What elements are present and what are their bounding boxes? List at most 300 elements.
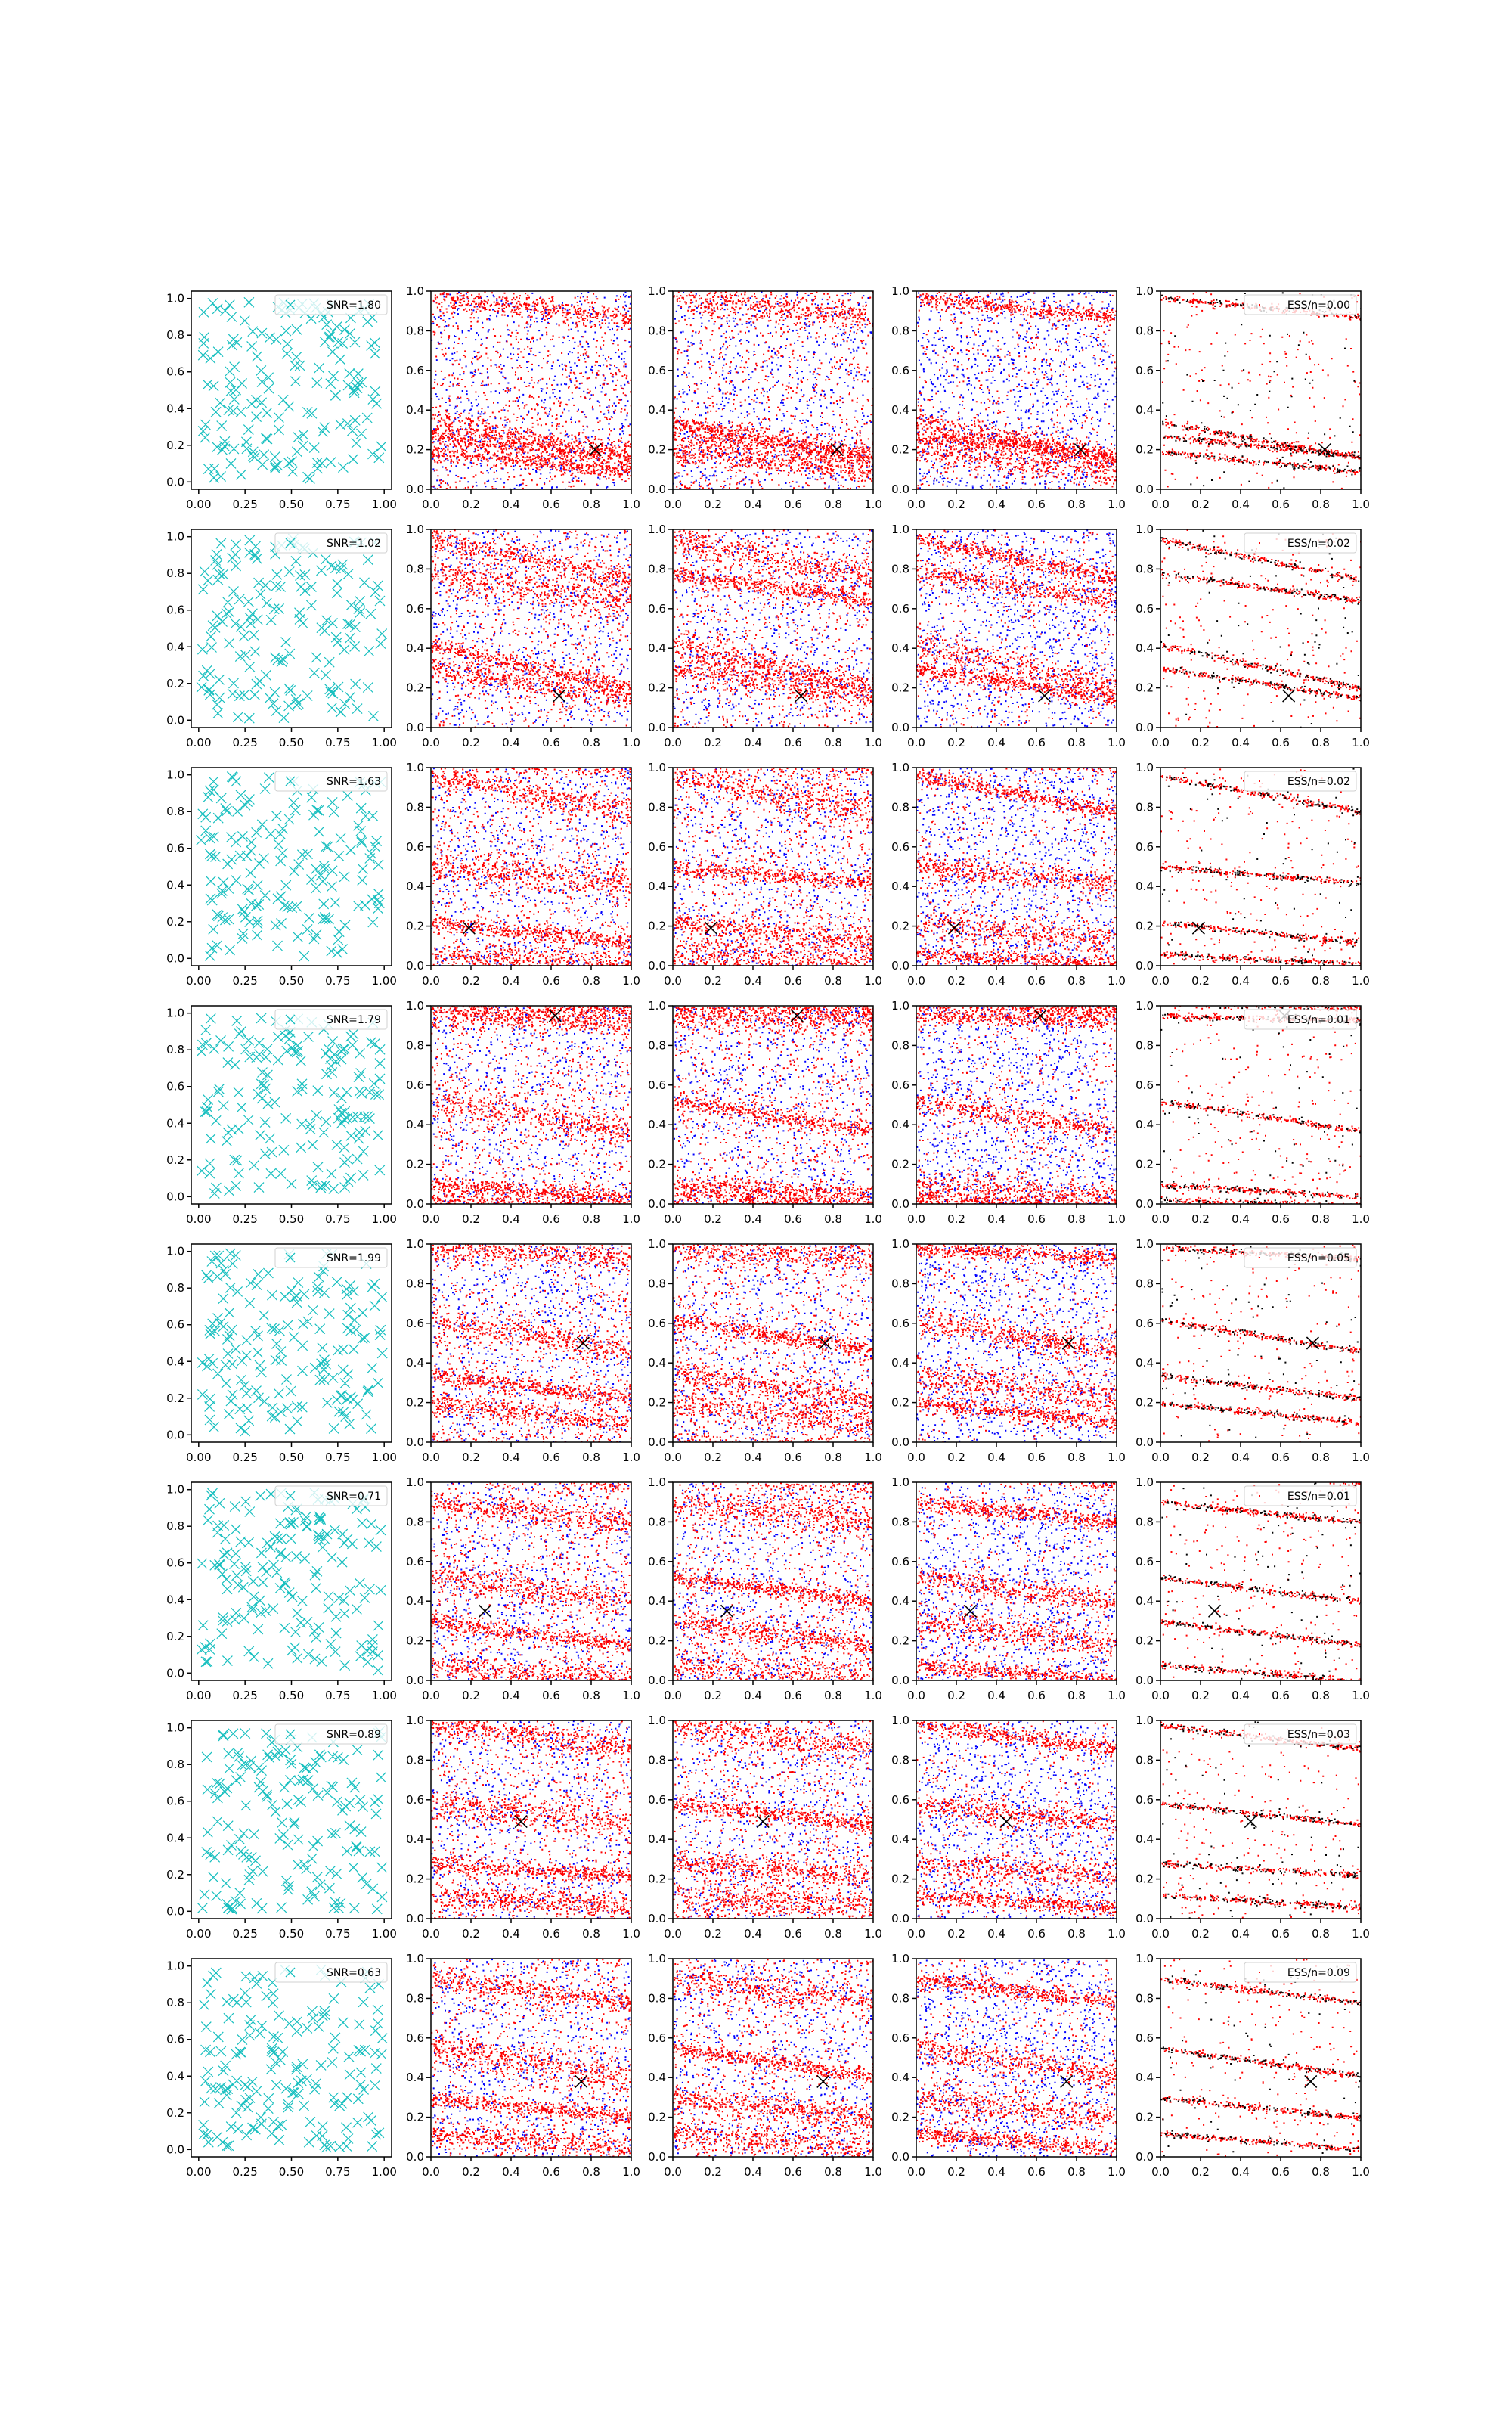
y-tick-label: 0.2: [1136, 442, 1154, 457]
y-tick-label: 1.0: [406, 523, 424, 536]
y-tick-label: 0.6: [648, 1792, 666, 1807]
y-tick-label: 0.2: [1136, 1872, 1154, 1886]
y-tick-label: 0.2: [166, 1867, 184, 1882]
y-tick-label: 0.8: [166, 328, 184, 343]
y-tick-label: 1.0: [1136, 1714, 1154, 1727]
y-tick-label: 0.6: [648, 1316, 666, 1330]
x-tick-label: 0.50: [278, 974, 305, 988]
y-tick-label: 0.8: [891, 1038, 909, 1053]
y-tick-label: 0.4: [648, 403, 666, 417]
x-tick-label: 0.0: [907, 974, 925, 988]
x-tick-label: 0.0: [422, 1689, 440, 1702]
subplot-r6-c1: [166, 1482, 397, 1702]
y-tick-label: 0.0: [648, 1674, 666, 1687]
y-tick-label: 0.2: [891, 681, 909, 695]
x-tick-label: 1.0: [1352, 1212, 1370, 1226]
x-tick-label: 0.00: [186, 1212, 212, 1226]
x-tick-label: 0.25: [232, 1689, 258, 1702]
y-tick-label: 0.0: [891, 2150, 909, 2164]
y-tick-label: 0.4: [166, 640, 184, 654]
y-tick-label: 0.2: [406, 1634, 424, 1648]
y-tick-label: 0.0: [891, 1435, 909, 1449]
x-tick-label: 0.4: [1232, 1927, 1250, 1941]
x-tick-label: 1.0: [864, 1689, 882, 1702]
axes-background: [191, 291, 392, 489]
x-tick-label: 0.8: [1067, 1212, 1086, 1226]
y-tick-label: 0.2: [166, 676, 184, 690]
x-tick-label: 0.4: [744, 2165, 762, 2179]
subplot-r3-c5: [1136, 761, 1370, 988]
y-tick-label: 0.8: [166, 566, 184, 581]
y-tick-label: 0.6: [166, 365, 184, 379]
y-tick-label: 0.4: [166, 402, 184, 416]
x-tick-label: 0.0: [907, 1212, 925, 1226]
y-tick-label: 0.8: [166, 1758, 184, 1772]
y-tick-label: 1.0: [1136, 284, 1154, 298]
y-tick-label: 0.8: [1136, 1038, 1154, 1053]
x-tick-label: 0.0: [907, 2165, 925, 2179]
x-tick-label: 0.4: [987, 1927, 1005, 1941]
x-tick-label: 0.6: [542, 2165, 560, 2179]
x-tick-label: 0.8: [824, 2165, 842, 2179]
y-tick-label: 0.8: [406, 324, 424, 338]
x-tick-label: 1.0: [864, 1212, 882, 1226]
x-tick-label: 0.50: [278, 1212, 305, 1226]
axes-background: [1160, 768, 1361, 966]
y-tick-label: 0.8: [648, 1991, 666, 2006]
x-tick-label: 0.8: [1312, 1927, 1330, 1941]
y-tick-label: 0.4: [1136, 2071, 1154, 2085]
legend-label: SNR=0.63: [327, 1967, 381, 1979]
x-tick-label: 0.8: [1312, 736, 1330, 749]
x-tick-label: 0.75: [325, 974, 351, 988]
x-tick-label: 0.6: [1272, 974, 1290, 988]
y-tick-label: 0.4: [166, 878, 184, 892]
x-tick-label: 1.0: [1108, 498, 1126, 511]
y-tick-label: 1.0: [648, 1475, 666, 1489]
y-tick-label: 1.0: [166, 1244, 184, 1258]
subplot-r4-c4: [891, 999, 1126, 1226]
x-tick-label: 0.4: [744, 498, 762, 511]
subplot-r1-c2: [406, 284, 640, 511]
y-tick-label: 0.4: [648, 880, 666, 894]
x-tick-label: 0.6: [1027, 1212, 1046, 1226]
subplot-r7-c3: [648, 1714, 882, 1941]
x-tick-label: 0.4: [744, 1689, 762, 1702]
y-tick-label: 1.0: [166, 529, 184, 544]
x-tick-label: 0.8: [582, 1927, 600, 1941]
x-tick-label: 0.8: [582, 1212, 600, 1226]
legend-label: SNR=1.02: [327, 538, 381, 550]
axes-background: [431, 1006, 631, 1204]
y-tick-label: 0.2: [1136, 1395, 1154, 1410]
y-tick-label: 0.0: [1136, 1674, 1154, 1687]
y-tick-label: 1.0: [166, 1006, 184, 1020]
y-tick-label: 0.8: [891, 562, 909, 576]
y-tick-label: 0.8: [648, 1515, 666, 1529]
y-tick-label: 0.8: [891, 1991, 909, 2006]
subplot-r5-c1: [166, 1244, 397, 1464]
subplot-r8-c5: [1136, 1952, 1370, 2179]
y-tick-label: 1.0: [891, 1237, 909, 1251]
y-tick-label: 1.0: [891, 999, 909, 1013]
x-tick-label: 0.0: [664, 1927, 682, 1941]
x-tick-label: 1.0: [622, 1212, 640, 1226]
y-tick-label: 0.0: [166, 1904, 184, 1919]
y-tick-label: 0.6: [406, 2031, 424, 2045]
legend-label: SNR=1.79: [327, 1014, 381, 1026]
y-tick-label: 0.6: [891, 363, 909, 377]
legend-label: ESS/n=0.09: [1287, 1967, 1350, 1979]
y-tick-label: 1.0: [648, 999, 666, 1013]
y-tick-label: 0.0: [891, 1674, 909, 1687]
x-tick-label: 1.0: [864, 2165, 882, 2179]
y-tick-label: 0.4: [891, 1356, 909, 1370]
y-tick-label: 0.2: [891, 442, 909, 457]
x-tick-label: 0.50: [278, 1927, 305, 1941]
y-tick-label: 0.6: [891, 839, 909, 854]
y-tick-label: 0.8: [1136, 800, 1154, 814]
legend-marker: [1259, 1019, 1260, 1020]
y-tick-label: 1.0: [406, 1952, 424, 1965]
y-tick-label: 0.2: [648, 1634, 666, 1648]
x-tick-label: 0.4: [1232, 1212, 1250, 1226]
x-tick-label: 1.0: [1352, 1927, 1370, 1941]
x-tick-label: 1.0: [864, 1450, 882, 1464]
y-tick-label: 0.4: [406, 880, 424, 894]
y-tick-label: 0.2: [891, 2110, 909, 2124]
x-tick-label: 0.0: [1151, 2165, 1170, 2179]
y-tick-label: 0.4: [648, 1356, 666, 1370]
x-tick-label: 0.2: [704, 974, 722, 988]
x-tick-label: 0.8: [824, 498, 842, 511]
x-tick-label: 1.0: [864, 736, 882, 749]
x-tick-label: 0.6: [1027, 2165, 1046, 2179]
x-tick-label: 0.4: [744, 974, 762, 988]
x-tick-label: 0.0: [1151, 1450, 1170, 1464]
y-tick-label: 0.4: [1136, 403, 1154, 417]
x-tick-label: 0.0: [907, 498, 925, 511]
x-tick-label: 1.0: [1352, 1450, 1370, 1464]
x-tick-label: 0.8: [582, 736, 600, 749]
x-tick-label: 0.4: [1232, 2165, 1250, 2179]
y-tick-label: 0.0: [1136, 1435, 1154, 1449]
legend-label: ESS/n=0.01: [1287, 1014, 1350, 1026]
y-tick-label: 0.2: [648, 681, 666, 695]
x-tick-label: 0.0: [664, 1450, 682, 1464]
x-tick-label: 0.0: [422, 974, 440, 988]
y-tick-label: 0.6: [166, 603, 184, 617]
y-tick-label: 0.8: [1136, 1277, 1154, 1291]
y-tick-label: 1.0: [166, 1959, 184, 1973]
legend-label: SNR=1.63: [327, 776, 381, 788]
x-tick-label: 0.25: [232, 1927, 258, 1941]
y-tick-label: 0.0: [891, 959, 909, 973]
x-tick-label: 0.0: [664, 1689, 682, 1702]
y-tick-label: 0.6: [891, 601, 909, 616]
subplot-r4-c2: [406, 999, 640, 1226]
x-tick-label: 0.0: [664, 2165, 682, 2179]
y-tick-label: 1.0: [406, 999, 424, 1013]
x-tick-label: 1.0: [622, 1450, 640, 1464]
y-tick-label: 0.6: [648, 601, 666, 616]
y-tick-label: 0.2: [648, 1872, 666, 1886]
x-tick-label: 0.2: [462, 1927, 480, 1941]
x-tick-label: 0.2: [704, 498, 722, 511]
y-tick-label: 0.4: [648, 1118, 666, 1132]
y-tick-label: 0.0: [648, 482, 666, 496]
x-tick-label: 0.0: [664, 974, 682, 988]
x-tick-label: 0.6: [542, 1212, 560, 1226]
x-tick-label: 0.4: [987, 2165, 1005, 2179]
y-tick-label: 0.0: [1136, 2150, 1154, 2164]
y-tick-label: 0.0: [166, 475, 184, 489]
x-tick-label: 0.6: [1272, 2165, 1290, 2179]
x-tick-label: 0.0: [1151, 1689, 1170, 1702]
y-tick-label: 0.6: [648, 1078, 666, 1092]
y-tick-label: 0.2: [166, 1391, 184, 1405]
y-tick-label: 0.8: [1136, 562, 1154, 576]
y-tick-label: 0.0: [166, 713, 184, 728]
x-tick-label: 0.6: [1272, 1927, 1290, 1941]
y-tick-label: 1.0: [1136, 761, 1154, 774]
x-tick-label: 0.50: [278, 2165, 305, 2179]
y-tick-label: 0.6: [166, 841, 184, 855]
legend-label: ESS/n=0.02: [1287, 538, 1350, 550]
y-tick-label: 0.6: [648, 1554, 666, 1568]
y-tick-label: 0.2: [648, 2110, 666, 2124]
x-tick-label: 0.2: [1191, 1689, 1210, 1702]
x-tick-label: 0.75: [325, 2165, 351, 2179]
y-tick-label: 0.6: [166, 1317, 184, 1332]
y-tick-label: 0.8: [648, 562, 666, 576]
x-tick-label: 0.6: [1272, 1450, 1290, 1464]
legend-label: ESS/n=0.00: [1287, 299, 1350, 312]
x-tick-label: 0.8: [1312, 1689, 1330, 1702]
y-tick-label: 0.8: [406, 1515, 424, 1529]
y-tick-label: 0.2: [648, 442, 666, 457]
legend-marker: [1259, 1257, 1260, 1258]
y-tick-label: 0.6: [1136, 601, 1154, 616]
x-tick-label: 1.0: [864, 498, 882, 511]
x-tick-label: 0.0: [907, 1927, 925, 1941]
x-tick-label: 0.2: [947, 736, 965, 749]
y-tick-label: 0.6: [406, 839, 424, 854]
subplot-r2-c5: [1136, 523, 1370, 749]
x-tick-label: 0.8: [582, 1450, 600, 1464]
y-tick-label: 0.2: [166, 914, 184, 929]
y-tick-label: 1.0: [1136, 1952, 1154, 1965]
y-tick-label: 0.2: [406, 681, 424, 695]
y-tick-label: 1.0: [406, 284, 424, 298]
subplot-r7-c1: [166, 1720, 397, 1941]
x-tick-label: 0.2: [462, 2165, 480, 2179]
y-tick-label: 0.6: [891, 1554, 909, 1568]
x-tick-label: 1.0: [622, 1927, 640, 1941]
y-tick-label: 0.0: [1136, 721, 1154, 734]
y-tick-label: 0.6: [891, 1792, 909, 1807]
x-tick-label: 1.00: [371, 498, 397, 511]
subplot-r2-c3: [648, 523, 882, 749]
y-tick-label: 0.4: [1136, 1832, 1154, 1847]
y-tick-label: 0.4: [1136, 641, 1154, 656]
y-tick-label: 0.6: [1136, 363, 1154, 377]
x-tick-label: 0.0: [422, 1927, 440, 1941]
x-tick-label: 0.0: [1151, 498, 1170, 511]
x-tick-label: 0.6: [1027, 498, 1046, 511]
legend-label: SNR=0.71: [327, 1491, 381, 1503]
y-tick-label: 0.4: [406, 641, 424, 656]
x-tick-label: 1.0: [622, 2165, 640, 2179]
legend-marker: [1259, 1733, 1260, 1735]
x-tick-label: 0.6: [784, 1212, 802, 1226]
x-tick-label: 0.2: [1191, 2165, 1210, 2179]
x-tick-label: 0.0: [422, 736, 440, 749]
subplot-r6-c2: [406, 1475, 640, 1702]
y-tick-label: 0.2: [1136, 1157, 1154, 1171]
x-tick-label: 0.00: [186, 974, 212, 988]
y-tick-label: 1.0: [1136, 999, 1154, 1013]
x-tick-label: 0.6: [784, 1689, 802, 1702]
y-tick-label: 0.6: [406, 1792, 424, 1807]
x-tick-label: 0.8: [1312, 1212, 1330, 1226]
subplot-r1-c3: [648, 284, 882, 511]
subplot-r8-c3: [648, 1952, 882, 2179]
x-tick-label: 0.4: [502, 1927, 520, 1941]
legend-label: ESS/n=0.03: [1287, 1729, 1350, 1741]
y-tick-label: 0.2: [648, 1157, 666, 1171]
y-tick-label: 0.4: [166, 1831, 184, 1845]
y-tick-label: 0.2: [648, 1395, 666, 1410]
y-tick-label: 1.0: [891, 1952, 909, 1965]
y-tick-label: 0.6: [1136, 2031, 1154, 2045]
x-tick-label: 0.0: [1151, 1927, 1170, 1941]
y-tick-label: 0.8: [406, 1753, 424, 1767]
y-tick-label: 0.2: [891, 1157, 909, 1171]
x-tick-label: 0.8: [1312, 498, 1330, 511]
x-tick-label: 0.8: [824, 736, 842, 749]
x-tick-label: 0.0: [422, 498, 440, 511]
y-tick-label: 0.0: [166, 2142, 184, 2157]
y-tick-label: 0.8: [166, 805, 184, 819]
y-tick-label: 0.8: [1136, 1991, 1154, 2006]
y-tick-label: 0.4: [166, 1593, 184, 1607]
y-tick-label: 0.6: [648, 2031, 666, 2045]
x-tick-label: 0.2: [704, 2165, 722, 2179]
y-tick-label: 0.6: [166, 1794, 184, 1808]
x-tick-label: 0.00: [186, 1450, 212, 1464]
x-tick-label: 0.4: [502, 974, 520, 988]
y-tick-label: 0.0: [891, 1197, 909, 1211]
y-tick-label: 0.2: [406, 442, 424, 457]
y-tick-label: 0.0: [648, 721, 666, 734]
x-tick-label: 0.8: [1312, 974, 1330, 988]
y-tick-label: 0.6: [1136, 1316, 1154, 1330]
x-tick-label: 0.4: [987, 736, 1005, 749]
y-tick-label: 0.0: [406, 2150, 424, 2164]
y-tick-label: 1.0: [648, 1952, 666, 1965]
x-tick-label: 0.8: [1067, 1927, 1086, 1941]
x-tick-label: 0.4: [744, 1450, 762, 1464]
y-tick-label: 0.8: [648, 1038, 666, 1053]
y-tick-label: 1.0: [648, 523, 666, 536]
y-tick-label: 0.0: [1136, 482, 1154, 496]
y-tick-label: 0.8: [406, 1277, 424, 1291]
x-tick-label: 0.8: [1067, 498, 1086, 511]
subplot-r2-c1: [166, 529, 397, 749]
y-tick-label: 0.6: [1136, 1792, 1154, 1807]
x-tick-label: 1.0: [1108, 974, 1126, 988]
y-tick-label: 0.0: [648, 2150, 666, 2164]
y-tick-label: 0.8: [648, 324, 666, 338]
x-tick-label: 0.2: [704, 1689, 722, 1702]
y-tick-label: 0.4: [891, 880, 909, 894]
x-tick-label: 0.50: [278, 736, 305, 749]
y-tick-label: 1.0: [1136, 1237, 1154, 1251]
y-tick-label: 0.8: [406, 800, 424, 814]
y-tick-label: 0.6: [648, 363, 666, 377]
x-tick-label: 0.8: [1312, 2165, 1330, 2179]
subplot-r7-c4: [891, 1714, 1126, 1941]
x-tick-label: 0.8: [1067, 974, 1086, 988]
y-tick-label: 0.2: [1136, 2110, 1154, 2124]
y-tick-label: 0.0: [1136, 959, 1154, 973]
legend-marker: [1259, 780, 1260, 782]
y-tick-label: 1.0: [406, 761, 424, 774]
x-tick-label: 1.0: [864, 974, 882, 988]
y-tick-label: 0.4: [891, 1118, 909, 1132]
axes-background: [1160, 1244, 1361, 1442]
y-tick-label: 1.0: [406, 1475, 424, 1489]
y-tick-label: 0.6: [406, 1078, 424, 1092]
y-tick-label: 0.4: [648, 1594, 666, 1609]
x-tick-label: 1.00: [371, 736, 397, 749]
x-tick-label: 0.8: [1067, 2165, 1086, 2179]
x-tick-label: 1.00: [371, 1689, 397, 1702]
y-tick-label: 0.2: [166, 438, 184, 452]
legend-marker: [1259, 1972, 1260, 1973]
y-tick-label: 0.4: [406, 403, 424, 417]
y-tick-label: 1.0: [1136, 1475, 1154, 1489]
x-tick-label: 0.8: [824, 1450, 842, 1464]
x-tick-label: 0.75: [325, 1450, 351, 1464]
subplot-r3-c4: [891, 761, 1126, 988]
y-tick-label: 1.0: [166, 768, 184, 782]
x-tick-label: 0.2: [704, 1450, 722, 1464]
x-tick-label: 0.2: [947, 1689, 965, 1702]
y-tick-label: 0.8: [891, 1277, 909, 1291]
y-tick-label: 0.6: [1136, 1554, 1154, 1568]
x-tick-label: 0.00: [186, 1689, 212, 1702]
y-tick-label: 0.2: [406, 919, 424, 933]
x-tick-label: 0.2: [462, 974, 480, 988]
x-tick-label: 0.6: [1027, 736, 1046, 749]
x-tick-label: 0.8: [1312, 1450, 1330, 1464]
x-tick-label: 0.6: [1272, 736, 1290, 749]
y-tick-label: 0.8: [1136, 1753, 1154, 1767]
y-tick-label: 0.4: [406, 1832, 424, 1847]
y-tick-label: 0.0: [406, 1912, 424, 1925]
y-tick-label: 0.2: [166, 1629, 184, 1643]
y-tick-label: 1.0: [166, 291, 184, 306]
x-tick-label: 0.4: [1232, 498, 1250, 511]
y-tick-label: 0.0: [891, 1912, 909, 1925]
y-tick-label: 0.0: [166, 1666, 184, 1680]
x-tick-label: 1.0: [1352, 2165, 1370, 2179]
x-tick-label: 1.0: [1352, 736, 1370, 749]
x-tick-label: 0.6: [542, 498, 560, 511]
y-tick-label: 0.6: [1136, 839, 1154, 854]
